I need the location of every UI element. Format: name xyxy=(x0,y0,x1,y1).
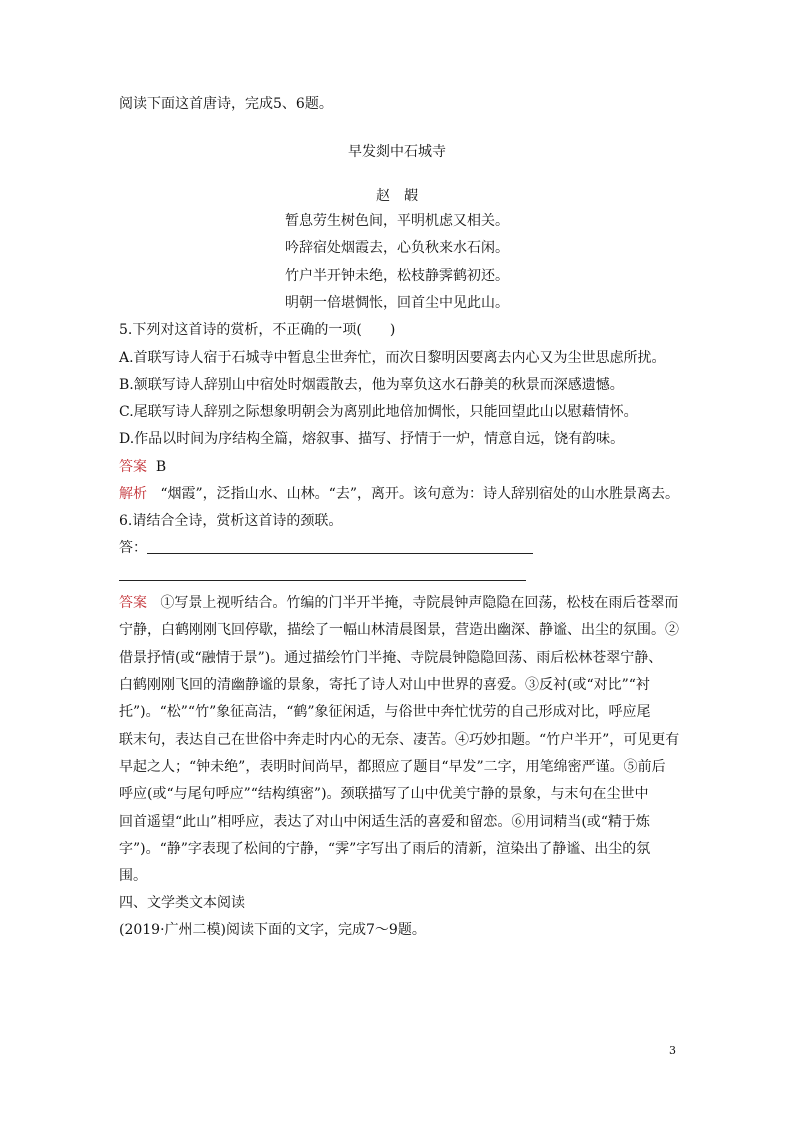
question-5-analysis xyxy=(119,484,679,504)
question-5-option-c: C.尾联写诗人辞别之际想象明朝会为离别此地倍加惆怅，只能回望此山以慰藉情怀。 xyxy=(119,404,638,420)
poem-line: 吟辞宿处烟霞去，心负秋来水石闲。 xyxy=(285,240,509,256)
answer-line: 字”)。“静”字表现了松间的宁静，“霁”字写出了雨后的清新，渲染出了静谧、出尘的氛 xyxy=(119,841,651,857)
answer-value: B xyxy=(155,459,167,475)
intro-line: 阅读下面这首唐诗，完成5、6题。 xyxy=(119,96,333,112)
answer-text: ①写景上视听结合。竹编的门半开半掩，寺院晨钟声隐隐在回荡，松枝在雨后苍翠而 xyxy=(160,595,679,611)
question-6-stem: 6.请结合全诗，赏析这首诗的颈联。 xyxy=(119,513,343,529)
poem-author: 赵 嘏 xyxy=(376,188,418,204)
answer-label: 答案 xyxy=(119,459,147,475)
answer-label: 答案 xyxy=(119,595,147,611)
question-5-option-b: B.颔联写诗人辞别山中宿处时烟霞散去，他为辜负这水石静美的秋景而深感遗憾。 xyxy=(119,377,624,393)
poem-line: 竹户半开钟未绝，松枝静霁鹤初还。 xyxy=(285,268,509,284)
question-5-stem: 5.下列对这首诗的赏析，不正确的一项( ) xyxy=(119,322,396,338)
question-5-option-d: D.作品以时间为序结构全篇，熔叙事、描写、抒情于一炉，情意自远，饶有韵味。 xyxy=(119,431,625,447)
poem-line: 暂息劳生树色间，平明机虑又相关。 xyxy=(285,213,509,229)
question-5-option-a: A.首联写诗人宿于石城寺中暂息尘世奔忙，而次日黎明因要离去内心又为尘世思虑所扰。 xyxy=(119,350,666,366)
question-6-answer xyxy=(119,593,678,613)
answer-line: 白鹤刚刚飞回的清幽静谧的景象，寄托了诗人对山中世界的喜爱。③反衬(或“对比”“衬 xyxy=(119,677,650,693)
answer-line: 借景抒情(或“融情于景”)。通过描绘竹门半掩、寺院晨钟隐隐回荡、雨后松林苍翠宁静、 xyxy=(119,650,663,666)
answer-line: 联末句，表达自己在世俗中奔走时内心的无奈、凄苦。④巧妙扣题。“竹户半开”，可见更有 xyxy=(119,732,680,748)
page-number: 3 xyxy=(669,1044,676,1057)
answer-rule xyxy=(147,553,533,554)
section-intro: (2019·广州二模)阅读下面的文字，完成7～9题。 xyxy=(119,922,426,938)
question-5-answer xyxy=(119,457,166,477)
section-heading: 四、文学类文本阅读 xyxy=(119,895,245,911)
answer-line: 托”)。“松”“竹”象征高洁，“鹤”象征闲适，与俗世中奔忙忧劳的自己形成对比，呼应尾 xyxy=(119,704,651,720)
answer-line: 宁静，白鹤刚刚飞回停歇，描绘了一幅山林清晨图景，营造出幽深、静谧、出尘的氛围。② xyxy=(119,622,679,638)
answer-rule xyxy=(119,580,526,581)
poem-line: 明朝一倍堪惆怅，回首尘中见此山。 xyxy=(285,295,509,311)
poem-title: 早发剡中石城寺 xyxy=(348,144,446,160)
answer-line: 回首遥望“此山”相呼应，表达了对山中闲适生活的喜爱和留恋。⑥用词精当(或“精于炼 xyxy=(119,814,650,830)
analysis-text: “烟霞”，泛指山水、山林。“去”，离开。该句意为：诗人辞别宿处的山水胜景离去。 xyxy=(160,486,679,502)
analysis-label: 解析 xyxy=(119,486,147,502)
answer-line: 呼应(或“与尾句呼应”“结构缜密”)。颈联描写了山中优美宁静的景象，与末句在尘世中 xyxy=(119,786,649,802)
answer-line: 早起之人；“钟未绝”，表明时间尚早，都照应了题目“早发”二字，用笔绵密严谨。⑤前后 xyxy=(119,759,666,775)
question-6-answer-prompt: 答： xyxy=(119,540,147,556)
answer-line: 围。 xyxy=(119,868,147,884)
